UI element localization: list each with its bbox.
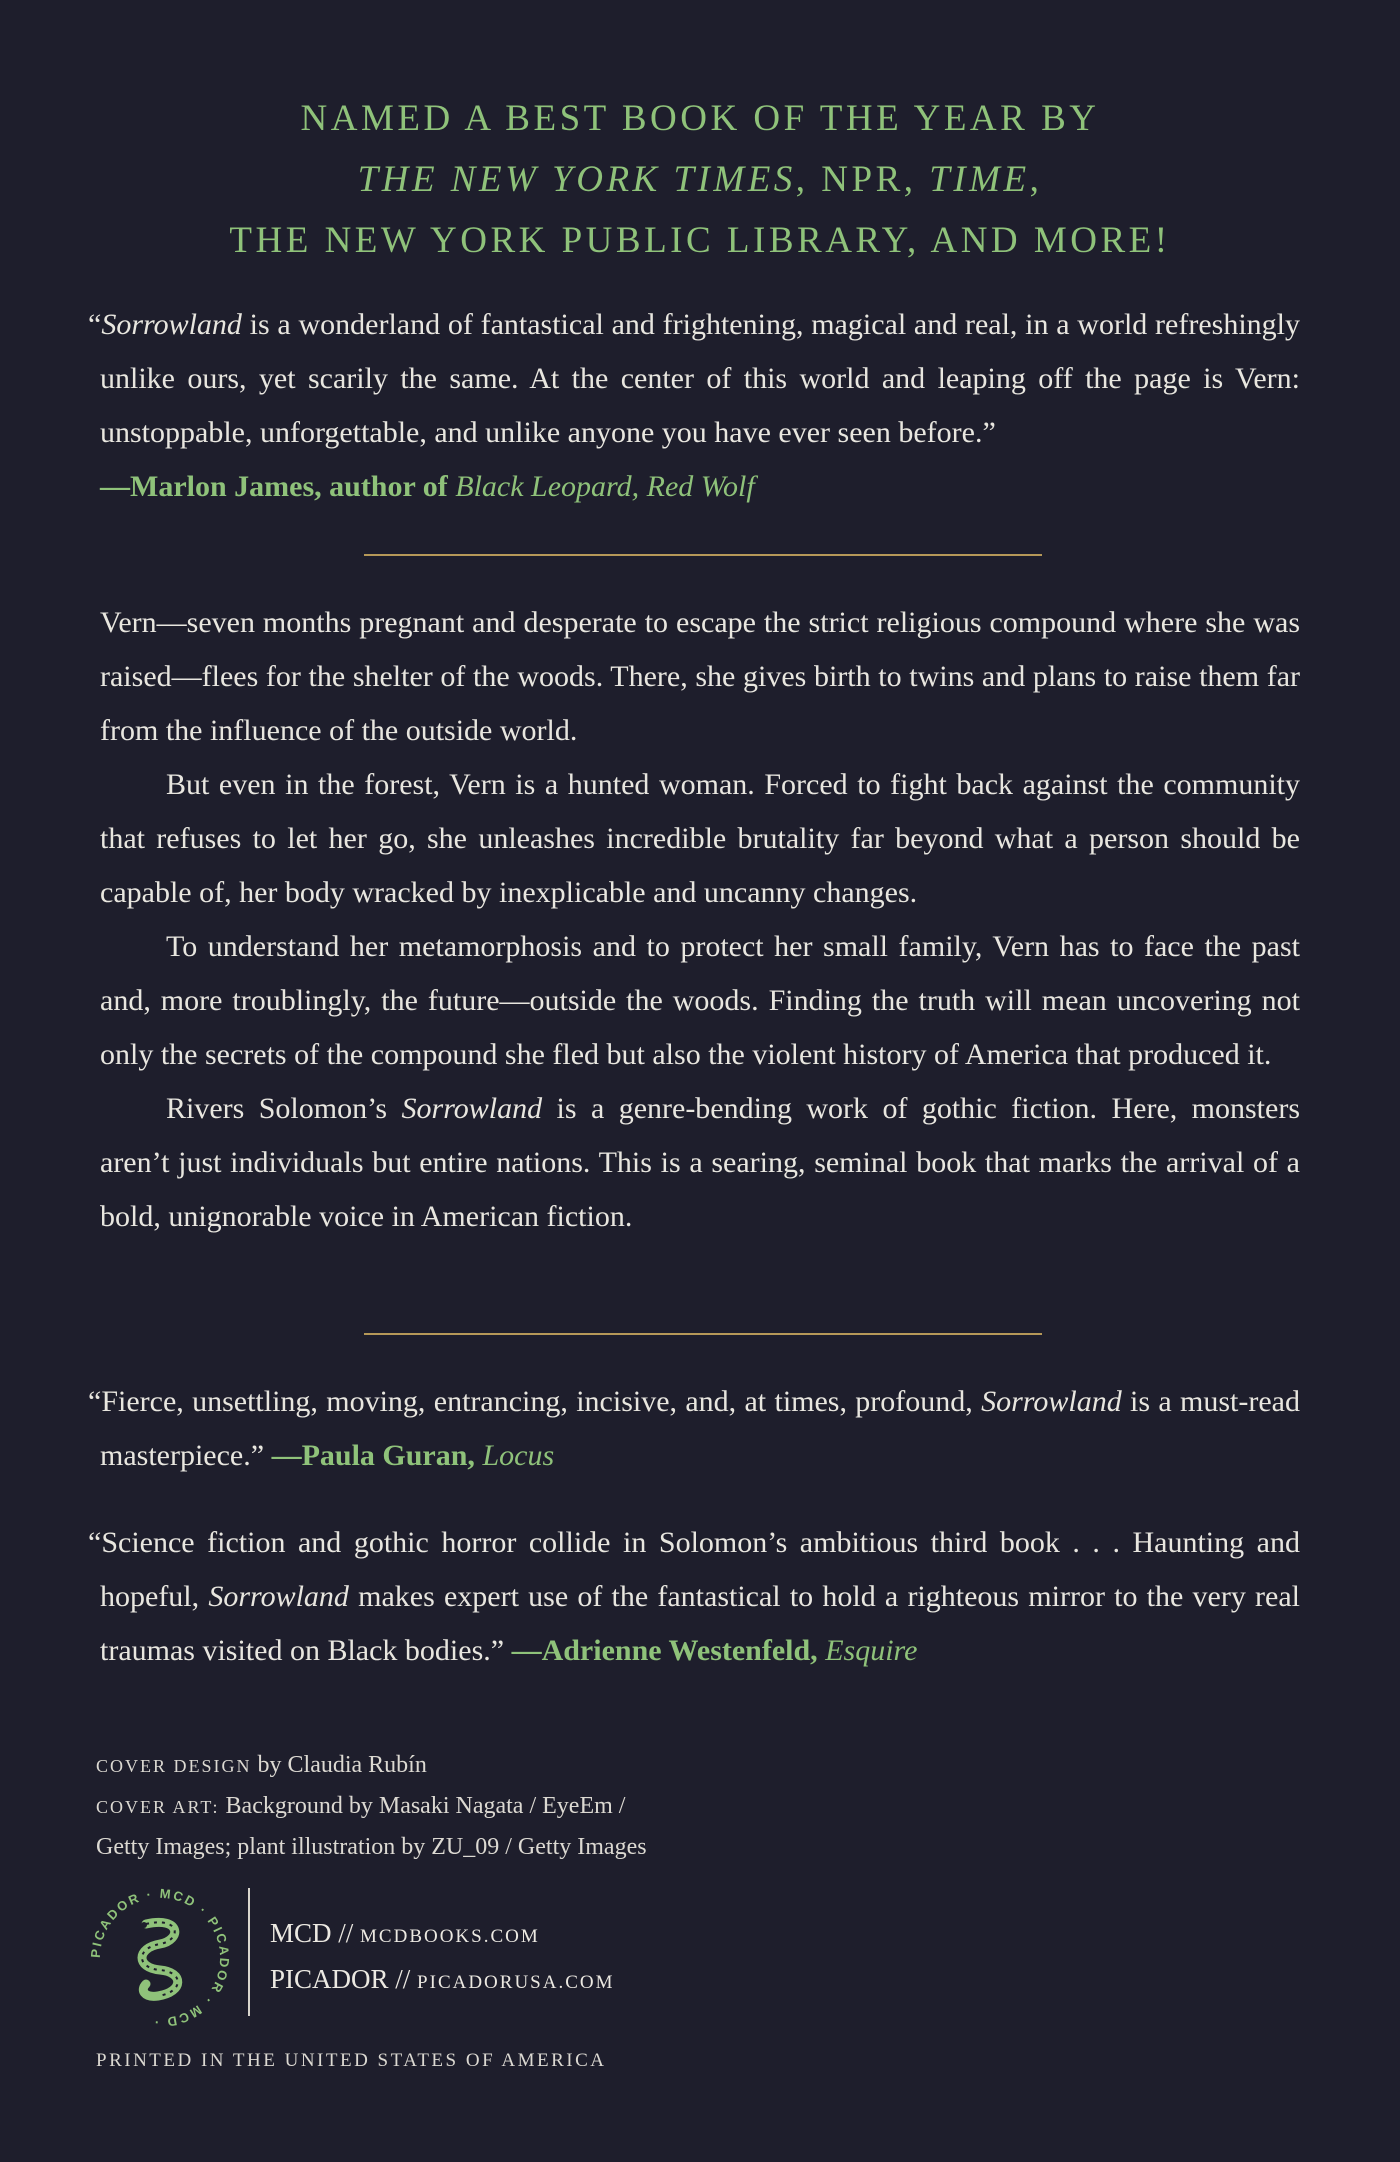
attribution-name: —Marlon James, author of [100, 470, 456, 503]
description-paragraph [100, 1082, 1300, 1244]
publisher-mcd [270, 1912, 615, 1958]
headline-line-3: THE NEW YORK PUBLIC LIBRARY, AND MORE! [229, 220, 1171, 261]
cover-art-credit-cont: Getty Images; plant illustration by ZU_09 / Getty Images [96, 1834, 647, 1860]
headline-time: TIME [929, 159, 1030, 200]
blurb-adrienne-westenfeld [88, 1516, 1300, 1678]
blurb-attribution [512, 1634, 918, 1667]
blurb-book-title: Sorrowland [981, 1385, 1122, 1418]
attribution-name: —Adrienne Westenfeld, [511, 1634, 826, 1667]
mcd-picador-logo-icon [86, 1884, 234, 2032]
credit-label: COVER DESIGN [96, 1756, 252, 1776]
snake-eye [141, 1922, 147, 1928]
blurb-attribution [272, 1439, 555, 1472]
printed-in-notice: PRINTED IN THE UNITED STATES OF AMERICA [96, 2050, 607, 2071]
publisher-sep: // [331, 1918, 361, 1948]
logo-ring-text: PICADOR · MCD · PICADOR · MCD · [87, 1885, 233, 2031]
book-description [100, 596, 1300, 1244]
divider-rule [364, 554, 1042, 556]
publisher-sep: // [388, 1964, 418, 1994]
attribution-work: Black Leopard, Red Wolf [455, 470, 755, 503]
cover-art-credit [96, 1786, 647, 1827]
blurb-text-end: is a must-read masterpiece.” [100, 1385, 1300, 1472]
blurb-marlon-james [88, 298, 1300, 514]
blurb-open-quote: “ [88, 308, 102, 341]
publisher-url: PICADORUSA.COM [417, 1972, 615, 1993]
p4-rest: is a genre-bending work of gothic fiction. Here, monsters aren’t just individuals but entire nations. This is a searing, seminal book that marks the arrival of a bold, unignorable voice in American fiction. [100, 1092, 1300, 1233]
headline [0, 88, 1400, 271]
blurb-text: “Science fiction and gothic horror collide in Solomon’s ambitious third book . . . Haunting and hopeful, [88, 1526, 1300, 1613]
blurb-book-title: Sorrowland [208, 1580, 349, 1613]
description-paragraph: Vern—seven months pregnant and desperate to escape the strict religious compound where she was raised—flees for the shelter of the woods. There, she gives birth to twins and plans to raise them far from the influence of the outside world. [100, 606, 1300, 747]
snake-icon [142, 1922, 178, 1996]
cover-design-credit [96, 1745, 647, 1786]
credit-value: by Claudia Rubín [251, 1752, 427, 1778]
publisher-lines [270, 1912, 615, 2004]
publisher-name: PICADOR [270, 1964, 389, 1994]
publisher-url: MCDBOOKS.COM [360, 1926, 540, 1947]
p4-start: Rivers Solomon’s [166, 1092, 402, 1125]
blurb-paula-guran [88, 1375, 1300, 1483]
headline-line-2 [0, 149, 1400, 210]
headline-nyt: THE NEW YORK TIMES [357, 159, 796, 200]
credit-label: COVER ART: [96, 1797, 220, 1817]
headline-line-1: NAMED A BEST BOOK OF THE YEAR BY [300, 98, 1100, 139]
publisher-name: MCD [270, 1918, 332, 1948]
description-paragraph: To understand her metamorphosis and to protect her small family, Vern has to face the past and, more troublingly, the future—outside the woods. Finding the truth will mean uncovering not only the secrets of the compound she fled but also the violent history of America that produced it. [100, 930, 1300, 1071]
credit-value: Background by Masaki Nagata / EyeEm / [219, 1793, 626, 1819]
headline-sep-1: , NPR, [795, 159, 930, 200]
blurb-book-title: Sorrowland [101, 308, 242, 341]
blurb-text: is a wonderland of fantastical and frightening, magical and real, in a world refreshingly unlike ours, yet scarily the same. At the center of this world and leaping off the page is Vern: unstoppable, unforgettable, and unlike anyone you have ever seen before.” [100, 308, 1300, 449]
cover-credits [96, 1745, 647, 1867]
attribution-publication: Esquire [825, 1634, 918, 1667]
publisher-picador [270, 1958, 615, 2004]
blurb-text: “Fierce, unsettling, moving, entrancing, incisive, and, at times, profound, [88, 1385, 982, 1418]
blurb-attribution [100, 470, 755, 503]
logo-divider [248, 1888, 250, 2016]
description-paragraph: But even in the forest, Vern is a hunted woman. Forced to fight back against the community that refuses to let her go, she unleashes incredible brutality far beyond what a person should be capable of, her body wracked by inexplicable and uncanny changes. [100, 768, 1300, 909]
p4-book-title: Sorrowland [401, 1092, 543, 1125]
attribution-name: —Paula Guran, [271, 1439, 483, 1472]
blurb-text-end: makes expert use of the fantastical to hold a righteous mirror to the very real traumas visited on Black bodies.” [100, 1580, 1300, 1667]
attribution-publication: Locus [482, 1439, 555, 1472]
divider-rule [364, 1333, 1042, 1335]
headline-sep-2: , [1029, 159, 1043, 200]
